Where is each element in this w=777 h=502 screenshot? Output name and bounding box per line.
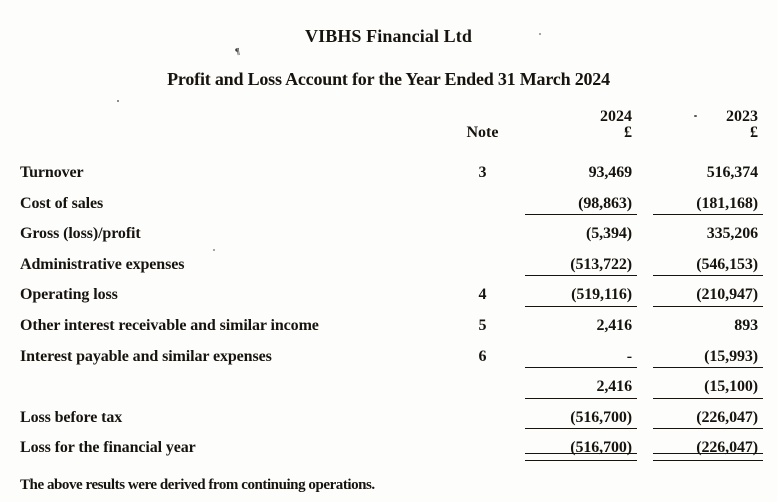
year-2024-label: 2024 bbox=[600, 108, 632, 125]
row-note bbox=[450, 433, 515, 464]
row-label bbox=[20, 372, 450, 403]
row-note: 4 bbox=[478, 286, 487, 304]
year-2023-column-header bbox=[653, 109, 763, 141]
row-value-2023: (546,153) bbox=[653, 250, 763, 281]
row-value-2024: 2,416 bbox=[596, 316, 632, 334]
row-value-2024: (516,700) bbox=[525, 403, 637, 434]
scan-artifact-dot bbox=[213, 249, 215, 251]
currency-symbol-2024: £ bbox=[624, 124, 632, 141]
row-value-2023: (15,993) bbox=[653, 342, 763, 373]
row-value-2023: (181,168) bbox=[653, 189, 763, 220]
table-row-interest-payable bbox=[0, 342, 777, 373]
table-row-cost-of-sales bbox=[0, 189, 777, 220]
row-value-2023: 893 bbox=[734, 316, 758, 334]
table-row-loss-for-financial-year bbox=[0, 433, 777, 464]
table-row-gross-loss-profit bbox=[0, 219, 777, 250]
row-value-2024: (98,863) bbox=[525, 189, 637, 220]
row-value-2024: - bbox=[525, 342, 637, 373]
table-row-operating-loss bbox=[0, 280, 777, 311]
row-value-2024: 93,469 bbox=[588, 164, 632, 181]
row-label: Gross (loss)/profit bbox=[20, 225, 141, 243]
statement-title: Profit and Loss Account for the Year Ended 31 March 2024 bbox=[167, 69, 610, 89]
row-value-2023: (226,047) bbox=[653, 403, 763, 434]
row-value-2023: (226,047) bbox=[653, 433, 763, 464]
row-label: Turnover bbox=[20, 164, 84, 181]
scan-artifact-dot bbox=[117, 100, 119, 102]
row-label: Administrative expenses bbox=[20, 255, 185, 273]
row-value-2024: (519,116) bbox=[525, 280, 637, 311]
scan-artifact-dot bbox=[694, 115, 697, 117]
row-value-2024: (513,722) bbox=[525, 250, 637, 281]
row-note bbox=[450, 250, 515, 281]
row-note: 3 bbox=[478, 164, 487, 181]
continuing-operations-note: The above results were derived from continuing operations. bbox=[20, 477, 375, 493]
row-note bbox=[450, 219, 515, 250]
profit-loss-table bbox=[0, 158, 777, 464]
row-note: 6 bbox=[478, 347, 487, 365]
currency-symbol-2023: £ bbox=[750, 124, 758, 141]
row-value-2023: (210,947) bbox=[653, 280, 763, 311]
note-column-header: Note bbox=[466, 124, 499, 141]
row-note bbox=[450, 403, 515, 434]
table-row-loss-before-tax bbox=[0, 403, 777, 434]
table-row-turnover bbox=[0, 158, 777, 189]
year-2023-label: 2023 bbox=[726, 108, 758, 125]
row-label: Loss for the financial year bbox=[20, 439, 196, 457]
row-label: Other interest receivable and similar income bbox=[20, 316, 319, 334]
table-row-net-interest-subtotal bbox=[0, 372, 777, 403]
row-note: 5 bbox=[478, 316, 487, 334]
row-value-2023: (15,100) bbox=[653, 372, 763, 403]
scan-artifact-mark: ¶ bbox=[234, 45, 241, 57]
table-row-administrative-expenses bbox=[0, 250, 777, 281]
row-label: Loss before tax bbox=[20, 408, 123, 426]
row-label: Interest payable and similar expenses bbox=[20, 347, 272, 365]
row-value-2024: 2,416 bbox=[525, 372, 637, 403]
row-label: Cost of sales bbox=[20, 194, 104, 212]
row-note bbox=[450, 372, 515, 403]
row-value-2023: 516,374 bbox=[706, 164, 758, 181]
scan-artifact-dot bbox=[539, 33, 541, 35]
company-title: VIBHS Financial Ltd bbox=[305, 26, 472, 46]
row-value-2024: (516,700) bbox=[525, 433, 637, 464]
row-value-2024: (5,394) bbox=[586, 225, 632, 243]
table-row-other-interest-receivable bbox=[0, 311, 777, 342]
row-note bbox=[450, 189, 515, 220]
row-value-2023: 335,206 bbox=[706, 225, 758, 243]
row-label: Operating loss bbox=[20, 286, 118, 304]
year-2024-column-header bbox=[525, 109, 637, 141]
